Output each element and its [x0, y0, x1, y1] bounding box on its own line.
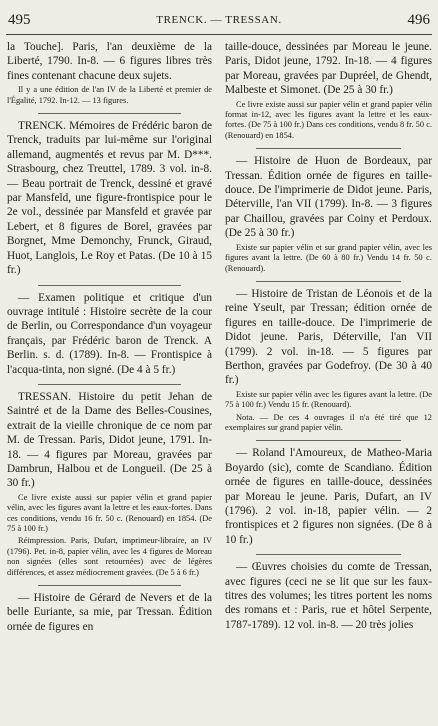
catalog-entry: TRENCK. Mémoires de Frédéric baron de Trenck, traduits par lui-même sur l'original allemand, augmentés et revus par M. D***. Strasbourg, chez Treuttel, 1789. 3 vol. in-8. — Beau portrait de Trenck, dessiné et gravé par Mansfeld, une figure-frontispice pour le 2e vol., dessinée par Mansfeld et gravée par Lebert, et 8 figures de Borel, gravées par Borgnet, Mme Demonchy, Frunck, Giraud, Huot, Langlois, Le Roy et Patas. (De 10 à 15 fr.) [7, 120, 212, 277]
entry-separator [38, 285, 182, 286]
note-paragraph: Ce livre existe aussi sur papier vélin et grand papier vélin format in-12, avec les figures avant la lettre et les eaux-fortes. (De 75 à 100 fr.) Dans ces conditions, vendu 8 fr. 50 c. (Renouard) en 1854. [225, 99, 432, 140]
page-number-right: 496 [407, 12, 430, 28]
catalog-entry: — Examen politique et critique d'un ouvrage intitulé : Histoire secrète de la cour de Berlin, ou Correspondance d'un voyageur français, par Frédéric baron de Trenck. A Berlin. s. d. (1789). In-8. — Frontispice à l'acqua-tinta, non signé. (De 4 à 5 fr.) [7, 291, 212, 376]
running-header [8, 12, 430, 32]
right-column [225, 40, 432, 632]
running-title: TRENCK. — TRESSAN. [156, 14, 282, 26]
catalog-entry: — Roland l'Amoureux, de Matheo-Maria Boyardo (sic), comte de Scandiano. Édition ornée de figures en taille-douce, dessinées par Moreau le jeune. Paris, Dufart, an IV (1796). 2 vol. in-18, papier vélin. — 2 frontispices et 2 figures non signées. (De 8 à 10 fr.) [225, 447, 432, 546]
header-rule [6, 34, 432, 35]
catalog-entry: — Œuvres choisies du comte de Tressan, avec figures (ceci ne se lit que sur les faux-titres des volumes; les titres portent les noms des romans et : Paris, rue et hôtel Serpente, 1787-1789). 12 vol. in-8. — 20 très jolies [225, 561, 432, 631]
entry-separator [38, 585, 182, 586]
note-paragraph: Ce livre existe aussi sur papier vélin et grand papier vélin, avec les figures avant la lettre et les eaux-fortes. Dans ces conditions, vendu 16 fr. 50 c. (Renouard) en 1854. (De 75 à 100 fr.) [7, 492, 212, 533]
note-paragraph: Existe sur papier vélin et sur grand papier vélin, avec les figures avant la lettre. (De 60 à 80 fr.) Vendu 14 fr. 50 c. (Renouard). [225, 242, 432, 273]
note-paragraph: Il y a une édition de l'an IV de la Liberté et premier de l'Égalité, 1792. In-12. — 13 figures. [7, 85, 212, 105]
note-paragraph: Nota. — De ces 4 ouvrages il n'a été tiré que 12 exemplaires sur grand papier vélin. [225, 412, 432, 432]
catalog-entry: — Histoire de Tristan de Léonois et de la reine Yseult, par Tressan; édition ornée de figures en taille-douce. De l'imprimerie de Didot jeune. Paris, Déterville, l'an VII (1799). 2 vol. in-18. — 5 figures par Berthon, gravées par Godefroy. (De 30 à 40 fr.) [225, 287, 432, 387]
catalog-entry: — Histoire de Huon de Bordeaux, par Tressan. Édition ornée de figures en taille-douce. De l'imprimerie de Didot jeune. Paris, Déterville, l'an VII (1799). In-8. — 3 figures par Chaillou, gravées par Coiny et Perdoux. (De 25 à 30 fr.) [225, 155, 432, 240]
left-column [7, 40, 212, 634]
catalog-entry: TRESSAN. Histoire du petit Jehan de Saintré et de la Dame des Belles-Cousines, extrait de la vieille chronique de ce nom par M. de Tressan. Paris, Didot jeune, 1791. In-18. — 4 figures par Moreau, gravées par Dambrun, Halbou et de Longueil. (De 25 à 30 fr.) [7, 390, 212, 490]
continued-text: la Touche]. Paris, l'an deuxième de la Liberté, 1790. In-8. — 6 figures libres très fines contenant chacune deux sujets. [7, 41, 212, 82]
entry-separator [38, 384, 182, 385]
entry-separator [256, 554, 401, 555]
entry-separator [256, 148, 401, 149]
entry-separator [256, 440, 401, 441]
note-paragraph: Réimpression. Paris, Dufart, imprimeur-libraire, an IV (1796). Pet. in-8, papier vélin, avec les 4 figures de Moreau non signées (elles sont retournées) avec de légères différences, et assez médiocrement gravées. (De 5 à 6 fr.) [7, 536, 212, 577]
catalog-entry: — Histoire de Gérard de Nevers et de la belle Euriante, sa mie, par Tressan. Édition ornée de figures en [7, 592, 212, 633]
continued-text: taille-douce, dessinées par Moreau le jeune. Paris, Didot jeune, 1792. In-18. — 4 figures par Moreau, gravées par Dupréel, de Ghendt, Malbeste et Simonet. (De 25 à 30 fr.) [225, 41, 432, 97]
entry-separator [38, 113, 182, 114]
note-paragraph: Existe sur papier vélin avec les figures avant la lettre. (De 75 à 100 fr.) Vendu 15 fr. (Renouard). [225, 389, 432, 410]
entry-separator [256, 281, 401, 282]
page-number-left: 495 [8, 12, 31, 28]
